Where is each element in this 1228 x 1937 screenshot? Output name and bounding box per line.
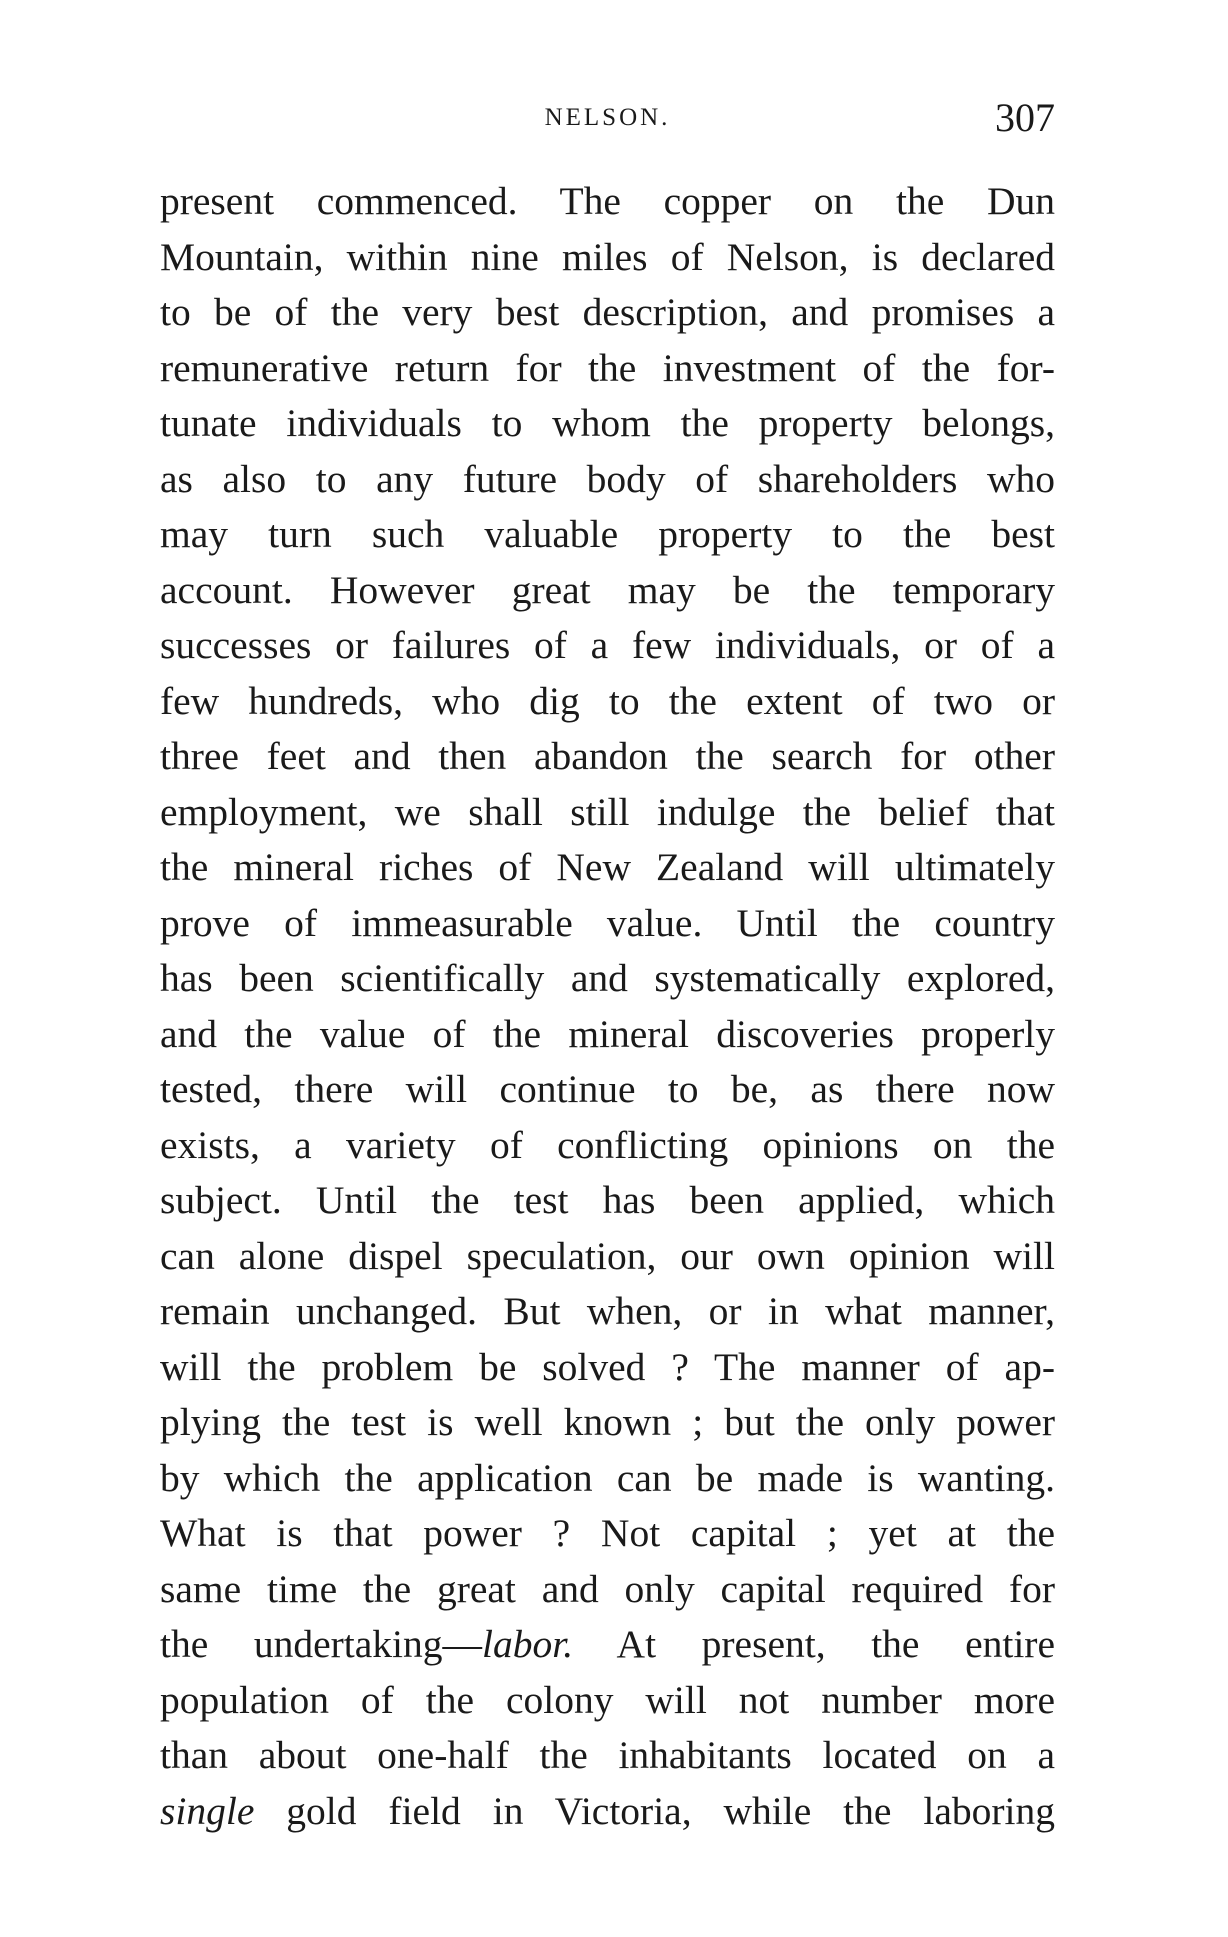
- text-line: same time the great and only capital required for: [160, 1566, 1055, 1611]
- italic-word-labor: labor.: [482, 1622, 574, 1666]
- text-line: will the problem be solved ? The manner of ap-: [160, 1344, 1055, 1389]
- text-line: to be of the very best description, and promises a: [160, 290, 1055, 334]
- text-line: tunate individuals to whom the property belongs,: [160, 401, 1055, 445]
- text-line: has been scientifically and systematically explored,: [160, 956, 1055, 1000]
- text-line: the mineral riches of New Zealand will ultimately: [160, 845, 1055, 889]
- page-number: 307: [995, 95, 1055, 140]
- running-head: [160, 94, 1055, 154]
- text-line: successes or failures of a few individuals, or of a: [160, 623, 1055, 667]
- text-line: present commenced. The copper on the Dun: [160, 179, 1055, 223]
- text-segment: the undertaking—: [160, 1622, 483, 1666]
- text-line: few hundreds, who dig to the extent of two or: [160, 678, 1055, 723]
- text-line: account. However great may be the temporary: [160, 567, 1055, 612]
- text-segment: At present, the entire: [573, 1622, 1055, 1666]
- text-line: Mountain, within nine miles of Nelson, is declared: [160, 234, 1055, 279]
- text-line: than about one-half the inhabitants located on a: [160, 1733, 1055, 1777]
- text-segment: gold field in Victoria, while the laboring: [254, 1788, 1055, 1833]
- text-line: employment, we shall still indulge the belief that: [160, 789, 1055, 834]
- text-line: prove of immeasurable value. Until the country: [160, 900, 1055, 945]
- text-line: remunerative return for the investment of the for-: [160, 345, 1055, 390]
- text-line-labor: [160, 1617, 1055, 1673]
- text-line: remain unchanged. But when, or in what manner,: [160, 1289, 1055, 1333]
- italic-word-single: single: [160, 1788, 255, 1833]
- text-line: can alone dispel speculation, our own opinion will: [160, 1233, 1055, 1278]
- text-line-single: [160, 1784, 1055, 1840]
- text-line: subject. Until the test has been applied, which: [160, 1178, 1055, 1222]
- text-line: three feet and then abandon the search for other: [160, 734, 1055, 778]
- text-line: by which the application can be made is wanting.: [160, 1455, 1055, 1500]
- running-title: NELSON.: [544, 104, 671, 131]
- text-line: and the value of the mineral discoveries properly: [160, 1011, 1055, 1056]
- text-line: as also to any future body of shareholders who: [160, 456, 1055, 501]
- body-text: [160, 174, 1055, 1839]
- text-line: may turn such valuable property to the best: [160, 512, 1055, 556]
- text-line: tested, there will continue to be, as there now: [160, 1067, 1055, 1111]
- text-line: What is that power ? Not capital ; yet at the: [160, 1511, 1055, 1555]
- text-line: exists, a variety of conflicting opinions on the: [160, 1122, 1055, 1167]
- text-line: plying the test is well known ; but the only power: [160, 1400, 1055, 1444]
- text-line: population of the colony will not number more: [160, 1677, 1055, 1722]
